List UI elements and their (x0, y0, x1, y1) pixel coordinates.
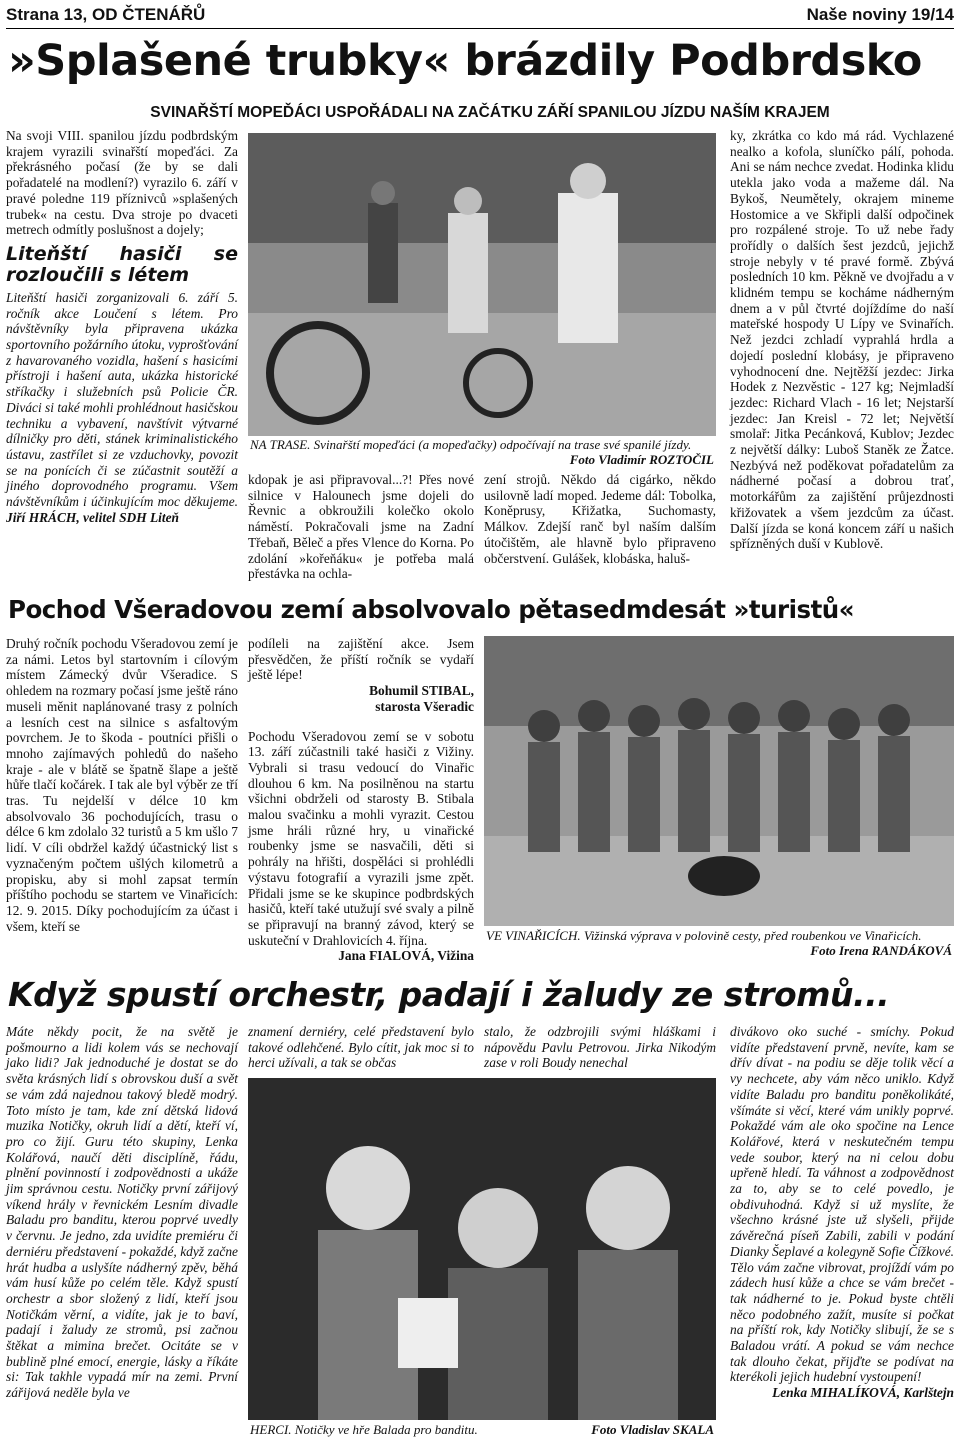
box-headline: Liteňští hasiči se rozloučili s létem (6, 242, 238, 286)
article2-text-2a: podíleli na zajištění akce. Jsem přesvědčen, že příští ročník se vydaří ještě lépe! (248, 636, 474, 683)
article2-text-2b: Pochodu Všeradovou zemí se v sobotu 13. září zúčastnili také hasiči z Vižiny. Vybrali si trasu vedoucí do Vinařic dlouhou 6 km. Na posilněnou na startu všichni obdrželi od starosty B. Stibala malou svačinku a mohli vyrazit. Cestou jsme hráli různé hry, u vinařické roubenky jsme se nasvačili, děti si pohrály na hřišti, dospěláci si prohlédli výstavu fotografií a vyrazili jsme zpět. Přidali jsme se ke skupince podbrdských hasičů, kteří také utužují své svaly a pilně se připravují na branný závod, který se uskuteční v Drahlovicích 4. října. (248, 728, 474, 948)
photo-group (484, 636, 954, 926)
article1-headline: »Splašené trubky« brázdily Podbrdsko (8, 36, 922, 86)
signature-fialova: Jana FIALOVÁ, Vižina (338, 948, 474, 964)
article1-column-3: zení strojů. Někdo dá cigárko, někdo usilovně ladí moped. Jedeme dál: Tobolka, Koněprusy, Křižatka, Suchomasty, Málkov. Zdejší ranč byl naším dalším útočištěm, ale hlavně bylo připraveno občerstvení. Gulášek, klobáska, haluš- (484, 472, 716, 566)
article1-subtitle: SVINAŘŠTÍ MOPEĎÁCI USPOŘÁDALI NA ZAČÁTKU ZÁŘÍ SPANILOU JÍZDU NAŠÍM KRAJEM (150, 104, 830, 121)
signature-stibal-role: starosta Všeradic (375, 698, 474, 714)
article2-column-1: Druhý ročník pochodu Všeradovou zemí je za námi. Letos byl startovním i cílovým místem Zámecký dvůr Všeradice. S ohledem na rozmary počasí jsme ještě ráno museli měnit naplánované trasy z polních a lesních cest na silnice s asfaltovým povrchem. Je to škoda - poutníci přišli o mnoho zajímavých pohledů do našeho kraje - ale v blátě se špatně šlape a ještě hůře tlačí kočárek. I tak ale byl výběr ze tří tras. Tu nejdelší v délce 10 km absolvovalo 36 pochodujících, trasu o délce 6 km zdolalo 32 turistů a 5 km ušlo 7 lidí. V cíli obdržel každý účastnický list s vyznačeným počtem ušlých kilometrů a propisku, aby si mohl zapsat termín příštího pochodu se startem ve Vinařicích: 12. 9. 2015. Díky pochodujícím za účast i všem, kteří se (6, 636, 238, 934)
article3-column-2: znamení derniéry, celé představení bylo takové odlehčené. Bylo cítit, jak moc si to herci užívali, a tak se občas (248, 1024, 474, 1071)
caption-text-3: HERCI. Notičky ve hře Balada pro banditu. (250, 1422, 478, 1437)
photo-group-caption (486, 928, 952, 958)
article1-column-1 (6, 128, 238, 525)
caption-text-2: VE VINAŘICÍCH. Vižinská výprava v polovině cesty, před roubenkou ve Vinařicích. (486, 928, 922, 943)
box-text (6, 290, 238, 526)
article2-column-2 (248, 636, 474, 964)
article3-text-4: divákovo oko suché - smíchy. Pokud vidíte představení prvně, nevíte, kam se dřív dívat - na podiu se děje tolik věcí a vy nechcete, aby vám něco uniklo. Když vidíte Baladu pro banditu poněkolikáté, všímáte si věcí, které vám unikly poprvé. Pokaždé vám ale oko spočine na Lence Kolářové, která v neskutečném tempu vede soubor, který na ni celou dobu upřeně hledí. Ta váhnost a zodpovědnost za to, aby se to celé povedlo, je obdivuhodná. Když si už myslíte, že všechno krásné jste už slyšeli, přijde závěrečná píseň Zabili, zabili v podání Dianky Šeplavé a kolegyně Sofie Čížkové. Tělo vám začne vibrovat, projíždí vám po zádech husí kůže a chce se vám brečet - tak nádherné to je. Pokud byste chtěli něco podobného zažít, musíte si počkat na příští rok, kdy Notičky slibují, že se s Baladou vrátí. A pokud se vám nechce tak dlouho čekat, přijďte se podívat na kterékoli jejich hudební vystoupení! (730, 1024, 954, 1385)
photo-actors-caption (250, 1422, 714, 1437)
group-photo-illustration (484, 636, 954, 926)
mopeds-photo-illustration (248, 133, 716, 436)
article1-column-2: kdopak je asi připravoval...?! Přes nové silnice v Halounech jsme dojeli do Řevnic a obkroužili kolečko okolo náměstí. Pokračovali jsme na Zadní Třebaň, Běleč a přes Vlence do Korna. Po zdolání »kořeňáku« je potřeba malá přestávka na ochla- (248, 472, 474, 582)
issue-number: Naše noviny 19/14 (806, 5, 954, 24)
article3-column-3: stalo, že odzbrojili svými hláškami i nápovědu Pavlu Petrovou. Jirka Nikodým zase v roli Boudy nenechal (484, 1024, 716, 1071)
article1-column-4: ky, zkrátka co kdo má rád. Vychlazené nealko a kofola, sluníčko pálí, pohoda. Ani se nám nechce zvedat. Hodinka klidu utekla jako voda a mažeme dál. Na Bykoš, Neumětely, okrajem mineme Hostomice a ve Skřipli další odpočinek pro rozpálené stroje. To už nebe řady prořídly o dalších šest jezdců, jejichž stroje nebyly v té pravé formě. Zbývá posledních 10 km. Pěkně ve dvojřadu a v klidném tempu se kocháme nádherným dnem a v půl čtvrté dojíždíme do naší mateřské hospody U Lípy ve Svinařích. Než jezdci zchladí vyprahlá hrdla a dojedí poslední klobásy, je připraveno vyhodnocení dne. Nejtěžší jezdec: Jirka Hodek z Nezvěstic - 127 kg; Nejmladší jezdec: Richard Vlach - 16 let; Nejstarší jezdec: Jan Kreisl - 72 let; Největší smolař: Jitka Pecánková, Kublov; Jezdec z největší dálky: Luboš Staněk ze Žatce. Nezbývá než poděkovat pořadatelům za nádherné počasí a dobrou trať, motorkářům za zajištění průjezdnosti křižovatek a všem jezdcům za účast. Další jízda se koná koncem září u našich spřízněných duší v Kublově. (730, 128, 954, 552)
photo-credit: Foto Vladimír ROZTOČIL (569, 452, 714, 467)
article3-column-1: Máte někdy pocit, že na světě je pošmourno a lidi kolem vás se nechovají jako lidi? Jak jednoduché je dostat se do světa krásných lidí s obrovskou duší a svět se vám zdá najednou takový bledě modrý. Toto místo je tam, kde zní dětská lidová muzika Notičky, okruh lidí a dětí, kteří ví, pro co žijí. Guru této skupiny, Lenka Kolářová, naučí děti disciplíně, řádu, plnění povinností i zodpovědnosti a ukáže jim správnou cestu. Notičky první zářijový víkend hrály v řevnickém Lesním divadle Baladu pro banditu, kterou poprvé uvedly v červnu. Je jedno, zda uvidíte premiéru či derniéru představení - pokaždé, když začne hrát hudba a uslyšíte nádherný zpěv, běhá vám husí kůže po celém těle. Když spustí orchestr a sbor složený z lidí, kteří jsou Notičkám věrní, a vidíte, jak je to baví, padají i žaludy ze stromů, psi začnou štěkat a mimina brečet. Ocitáte se v bublině plné emocí, energie, lásky a říkáte si: Tak takhle vypadá mír na zemi. První zářijová neděle byla ve (6, 1024, 238, 1401)
signature-stibal: Bohumil STIBAL, (369, 683, 474, 699)
box-body: Liteňští hasiči zorganizovali 6. září 5. ročník akce Loučení s létem. Pro návštěvníky byla připravena ukázka sportovního požárního útoku, vyprošťování z havarovaného vozidla, hašení s hasicími přístroji i hašení auta, ukázka historické stříkačky i služebních psů Policie ČR. Diváci si také mohli prohlédnout hasičskou techniku a vybavení, navštívit výtvarné dílničky pro děti, stánek kriminalistického ústavu, zastřílet si ze vzduchovky, povozit se na ponících či se zúčastnit soutěží a jiného doprovodného programu. Všem návštěvníkům i účinkujícím moc děkujeme. (6, 289, 238, 510)
box-signature: Jiří HRÁCH, velitel SDH Liteň (6, 509, 179, 525)
photo-credit-2: Foto Irena RANDÁKOVÁ (810, 943, 952, 958)
article1-text-1: Na svoji VIII. spanilou jízdu podbrdským krajem vyrazili svinařští mopeďáci. Za překrásného počasí (že by se dali pořadatelé na modlení?) vyrazilo 6. září v pravé poledne 119 příznivců »splašených trubek« na cestu. Dva stroje po dvaceti metrech odmítly poslušnost a dojely; (6, 128, 238, 238)
signature-mihalikova: Lenka MIHALÍKOVÁ, Karlštejn (772, 1385, 954, 1401)
article3-column-4 (730, 1024, 954, 1401)
photo-mopeds (248, 133, 716, 436)
article3-headline: Když spustí orchestr, padají i žaludy ze stromů... (8, 975, 890, 1014)
caption-text: NA TRASE. Svinařští mopeďáci (a mopeďačky) odpočívají na trase své spanilé jízdy. (250, 437, 692, 452)
photo-actors (248, 1078, 716, 1420)
article2-headline: Pochod Všeradovou zemí absolvovalo pětasedmdesát »turistů« (8, 595, 855, 624)
actors-photo-illustration (248, 1078, 716, 1420)
page-header (6, 2, 954, 29)
photo-mopeds-caption (250, 437, 714, 467)
page-number: Strana 13, OD ČTENÁŘŮ (6, 5, 206, 24)
photo-credit-3: Foto Vladislav SKALA (591, 1422, 714, 1437)
